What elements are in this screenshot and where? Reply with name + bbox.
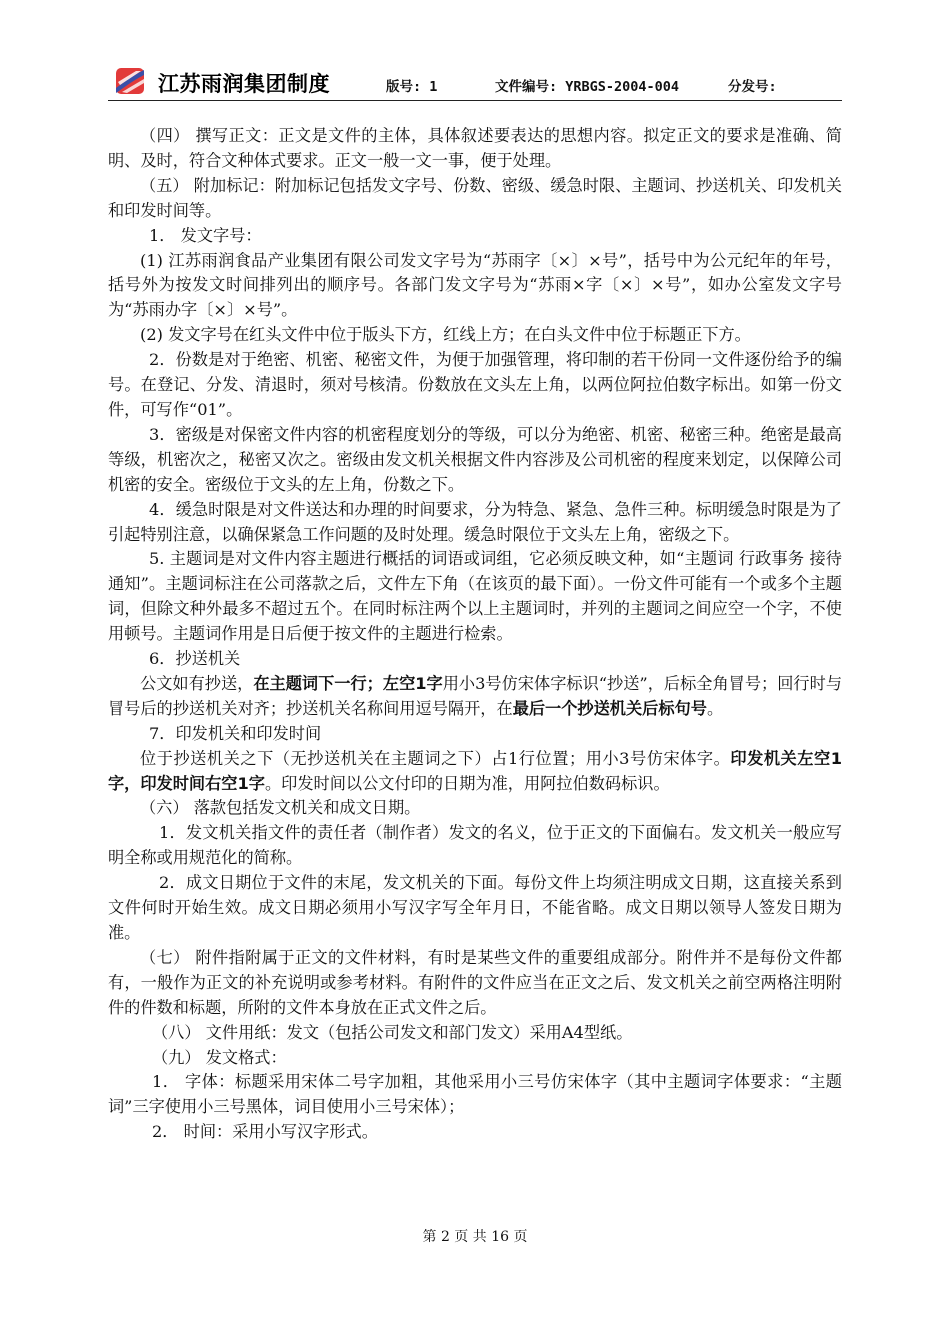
body-paragraph — [108, 174, 842, 224]
paragraph-text: (1) 江苏雨润食品产业集团有限公司发文字号为“苏雨字〔×〕×号”，括号中为公元纪年的年号，括号外为按发文时间排列出的顺序号。各部门发文字号为“苏雨×字〔×〕×号”，如办公室发文字号为“苏雨办字〔×〕×号”。 — [108, 250, 842, 320]
body-paragraph — [108, 224, 842, 249]
page-number: 第 2 页 共 16 页 — [422, 1229, 528, 1245]
body-paragraph — [108, 796, 842, 821]
bold-text: 最后一个抄送机关后标句号 — [512, 698, 707, 718]
paragraph-text: (2) 发文字号在红头文件中位于版头下方，红线上方；在白头文件中位于标题正下方。 — [140, 325, 751, 345]
body-paragraph — [108, 547, 842, 647]
paragraph-text: 公文如有抄送， — [140, 673, 254, 693]
body-paragraph — [108, 722, 842, 747]
body-paragraph — [108, 1070, 842, 1120]
paragraph-text: （七） 附件指附属于正文的文件材料，有时是某些文件的重要组成部分。附件并不是每份文件都有，一般作为正文的补充说明或参考材料。有附件的文件应当在正文之后、发文机关之前空两格注明附件的件数和标题，所附的文件本身放在正式文件之后。 — [108, 947, 842, 1017]
body-paragraph — [108, 672, 842, 722]
body-paragraph — [108, 348, 842, 423]
paragraph-text: （四） 撰写正文：正文是文件的主体，具体叙述要表达的思想内容。拟定正文的要求是准确、简明、及时，符合文种体式要求。正文一般一文一事，便于处理。 — [108, 126, 842, 170]
page-header — [108, 64, 842, 101]
paragraph-text: 。 — [706, 698, 724, 718]
document-body — [108, 124, 842, 1145]
paragraph-text: 用小3号仿宋体字标识“抄送”，后标全角冒号；回行时与冒号后的抄送机关对齐；抄送机关名称间用逗号隔开，在 — [108, 673, 843, 718]
version-number: 版号: 1 — [386, 79, 438, 95]
body-paragraph — [108, 1046, 842, 1071]
body-paragraph — [108, 871, 842, 946]
paragraph-text: （八） 文件用纸：发文（包括公司发文和部门发文）采用A4型纸。 — [152, 1022, 633, 1042]
body-paragraph — [108, 498, 842, 548]
body-paragraph — [108, 249, 842, 324]
paragraph-text: 。印发时间以公文付印的日期为准，用阿拉伯数码标识。 — [264, 773, 670, 793]
paragraph-text: 7．印发机关和印发时间 — [149, 723, 322, 743]
body-paragraph — [108, 647, 842, 672]
yurun-logo-icon — [114, 66, 148, 96]
paragraph-text: 2．成文日期位于文件的末尾，发文机关的下面。每份文件上均须注明成文日期，这直接关系到文件何时开始生效。成文日期必须用小写汉字写全年月日，不能省略。成文日期以领导人签发日期为准。 — [108, 873, 842, 942]
body-paragraph — [108, 1120, 842, 1145]
body-paragraph — [108, 747, 842, 797]
paragraph-text: 位于抄送机关之下（无抄送机关在主题词之下）占1行位置；用小3号仿宋体字。 — [140, 748, 731, 768]
body-paragraph — [108, 124, 842, 174]
paragraph-text: 6．抄送机关 — [149, 649, 241, 669]
paragraph-text: （五） 附加标记：附加标记包括发文字号、份数、密级、缓急时限、主题词、抄送机关、印发机关和印发时间等。 — [108, 175, 842, 220]
paragraph-text: 2．份数是对于绝密、机密、秘密文件，为便于加强管理，将印制的若干份同一文件逐份给予的编号。在登记、分发、清退时，须对号核清。份数放在文头左上角，以两位阿拉伯数字标出。如第一份文件，可写作“01”。 — [108, 350, 842, 419]
paragraph-text: 1． 字体：标题采用宋体二号字加粗，其他采用小三号仿宋体字（其中主题词字体要求：“主题词”三字使用小三号黑体，词目使用小三号宋体）； — [108, 1072, 842, 1117]
paragraph-text: 5. 主题词是对文件内容主题进行概括的词语或词组，它必须反映文种，如“主题词 行政事务 接待 通知”。主题词标注在公司落款之后，文件左下角（在该页的最下面）。一份文件可能有一个或多个主题词，但除文种外最多不超过五个。在同时标注两个以上主题词时，并列的主题词之间应空一个字，不使用顿号。主题词作用是日后便于按文件的主题进行检索。 — [108, 549, 842, 644]
body-paragraph — [108, 821, 842, 871]
company-name: 江苏雨润集团制度 — [158, 72, 330, 96]
paragraph-text: 1． 发文字号： — [149, 225, 262, 245]
body-paragraph — [108, 423, 842, 498]
bold-text: 印发机关左空1字，印发时间右空1字 — [108, 748, 842, 793]
body-paragraph — [108, 946, 842, 1021]
paragraph-text: （九） 发文格式： — [152, 1047, 287, 1067]
distribution-number: 分发号: — [728, 79, 777, 95]
paragraph-text: 3．密级是对保密文件内容的机密程度划分的等级，可以分为绝密、机密、秘密三种。绝密是最高等级，机密次之，秘密又次之。密级由发文机关根据文件内容涉及公司机密的程度来划定，以保障公司机密的安全。密级位于文头的左上角，份数之下。 — [108, 424, 842, 494]
paragraph-text: （六） 落款包括发文机关和成文日期。 — [140, 798, 421, 818]
file-number: 文件编号: YRBGS-2004-004 — [495, 79, 680, 95]
paragraph-text: 4．缓急时限是对文件送达和办理的时间要求，分为特急、紧急、急件三种。标明缓急时限是为了引起特别注意，以确保紧急工作问题的及时处理。缓急时限位于文头左上角，密级之下。 — [108, 499, 842, 544]
body-paragraph — [108, 323, 842, 348]
paragraph-text: 1．发文机关指文件的责任者（制作者）发文的名义，位于正文的下面偏右。发文机关一般应写明全称或用规范化的简称。 — [108, 823, 842, 868]
paragraph-text: 2． 时间：采用小写汉字形式。 — [152, 1122, 378, 1142]
bold-text: 在主题词下一行；左空1字 — [253, 673, 443, 693]
body-paragraph — [108, 1021, 842, 1046]
